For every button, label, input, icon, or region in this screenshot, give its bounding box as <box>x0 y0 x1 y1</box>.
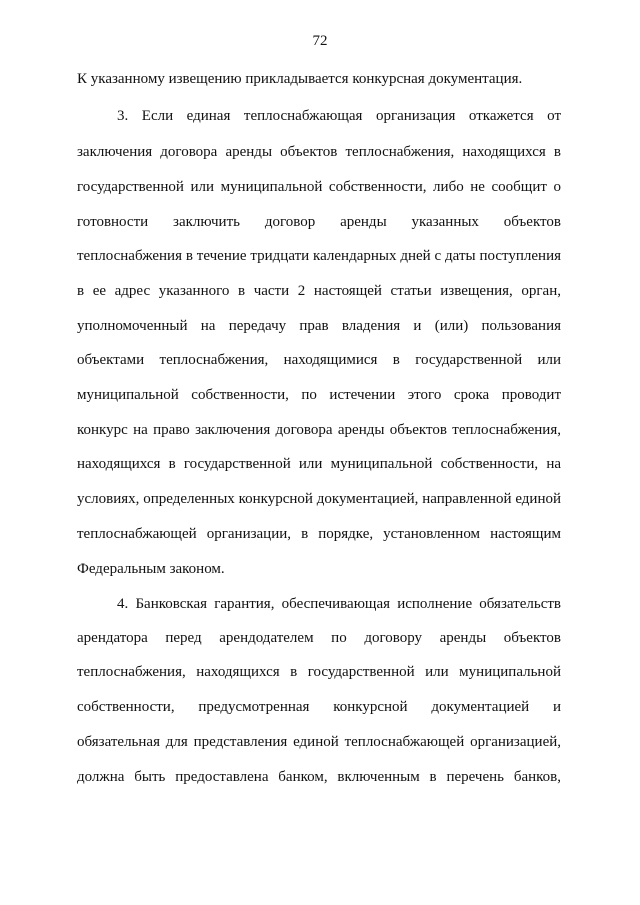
text-line: арендатора перед арендодателем по договору аренды объектов <box>77 630 561 646</box>
text-line: уполномоченный на передачу прав владения и (или) пользования <box>77 318 561 334</box>
text-line: заключения договора аренды объектов теплоснабжения, находящихся в <box>77 144 561 160</box>
text-line: государственной или муниципальной собственности, либо не сообщит о <box>77 179 561 195</box>
text-line: теплоснабжения, находящихся в государственной или муниципальной <box>77 664 561 680</box>
text-line: собственности, предусмотренная конкурсной документацией и <box>77 699 561 715</box>
text-line: в ее адрес указанного в части 2 настоящей статьи извещения, орган, <box>77 283 561 299</box>
text-line: условиях, определенных конкурсной документацией, направленной единой <box>77 491 561 507</box>
text-line: теплоснабжающей организации, в порядке, установленном настоящим <box>77 526 561 542</box>
text-line: обязательная для представления единой теплоснабжающей организацией, <box>77 734 561 750</box>
text-line: Федеральным законом. <box>77 561 225 577</box>
text-line: находящихся в государственной или муниципальной собственности, на <box>77 456 561 472</box>
text-line: теплоснабжения в течение тридцати календарных дней с даты поступления <box>77 248 561 264</box>
text-line: К указанному извещению прикладывается конкурсная документация. <box>77 71 523 87</box>
text-line: 3. Если единая теплоснабжающая организация откажется от <box>117 108 561 124</box>
text-line: муниципальной собственности, по истечении этого срока проводит <box>77 387 561 403</box>
text-line: готовности заключить договор аренды указанных объектов <box>77 214 561 230</box>
text-line: объектами теплоснабжения, находящимися в государственной или <box>77 352 561 368</box>
text-line: 4. Банковская гарантия, обеспечивающая исполнение обязательств <box>117 596 561 612</box>
text-line: конкурс на право заключения договора аренды объектов теплоснабжения, <box>77 422 561 438</box>
page-number: 72 <box>312 33 328 49</box>
text-line: должна быть предоставлена банком, включенным в перечень банков, <box>77 769 561 785</box>
